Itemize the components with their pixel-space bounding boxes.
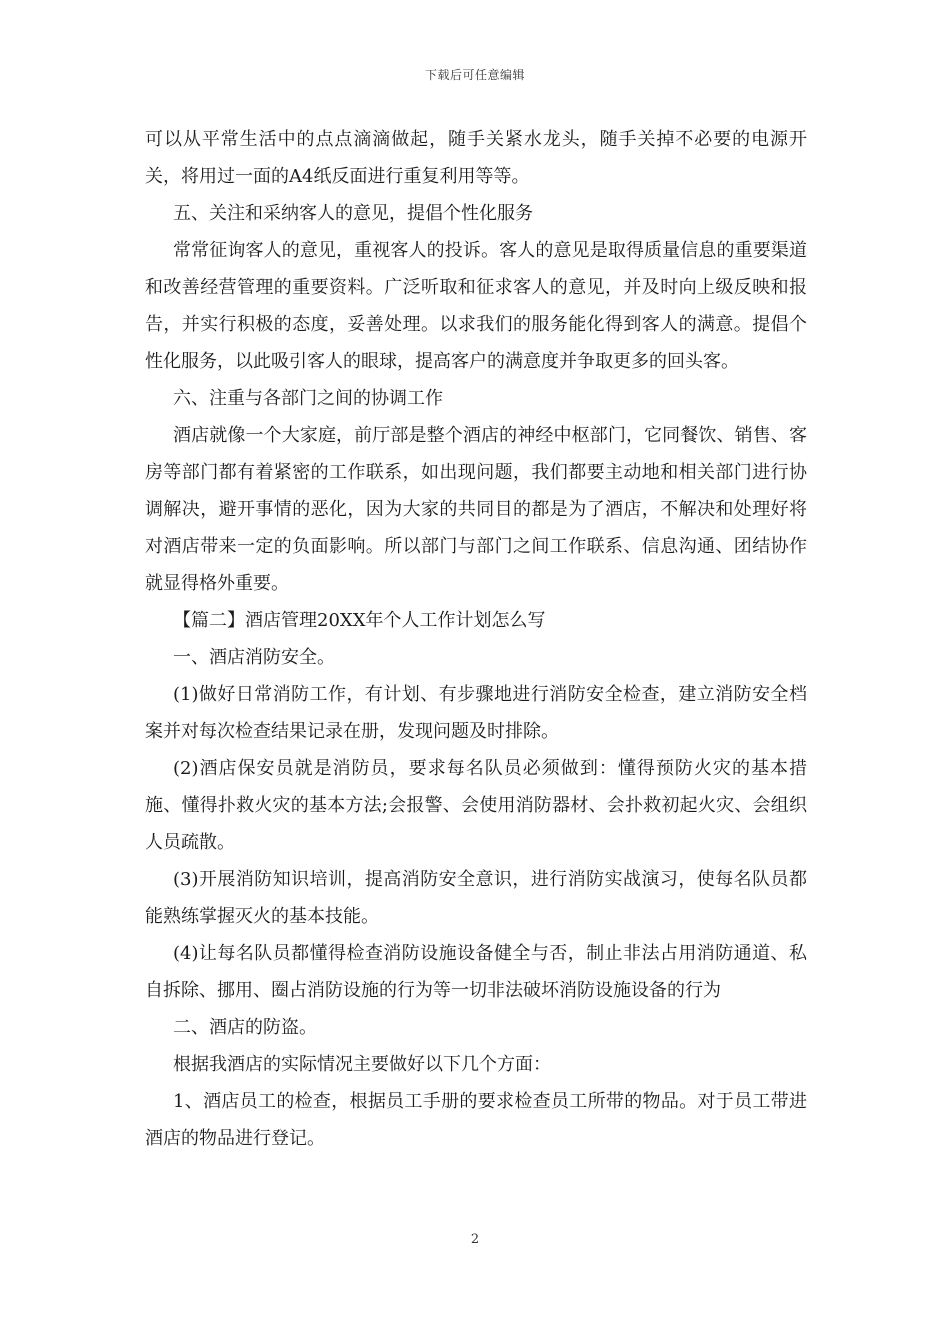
paragraph-2: 常常征询客人的意见，重视客人的投诉。客人的意见是取得质量信息的重要渠道和改善经营管理的重要资料。广泛听取和征求客人的意见，并及时向上级反映和报告，并实行积极的态度，妥善处理。以求我们的服务能化得到客人的满意。提倡个性化服务，以此吸引客人的眼球，提高客户的满意度并争取更多的回头客。 <box>145 240 807 372</box>
section-heading-6: 六、注重与各部门之间的协调工作 <box>173 388 443 409</box>
page-header: 下载后可任意编辑 <box>424 68 525 82</box>
list-item-4: (4)让每名队员都懂得检查消防设施设备健全与否，制止非法占用消防通道、私自拆除、挪用、圈占消防设施的行为等一切非法破坏消防设施设备的行为 <box>145 943 807 1001</box>
section-heading-theft: 二、酒店的防盗。 <box>173 1017 317 1038</box>
paragraph-4: 根据我酒店的实际情况主要做好以下几个方面： <box>173 1054 551 1075</box>
paragraph-3: 酒店就像一个大家庭，前厅部是整个酒店的神经中枢部门，它同餐饮、销售、客房等部门都有着紧密的工作联系，如出现问题，我们都要主动地和相关部门进行协调解决，避开事情的恶化，因为大家的共同目的都是为了酒店，不解决和处理好将对酒店带来一定的负面影响。所以部门与部门之间工作联系、信息沟通、团结协作就显得格外重要。 <box>145 425 807 594</box>
section-heading-fire-safety: 一、酒店消防安全。 <box>173 647 335 668</box>
list-item-3: (3)开展消防知识培训，提高消防安全意识，进行消防实战演习，使每名队员都能熟练掌握灭火的基本技能。 <box>145 869 807 927</box>
paragraph-1: 可以从平常生活中的点点滴滴做起，随手关紧水龙头，随手关掉不必要的电源开关，将用过一面的A4纸反面进行重复利用等等。 <box>145 129 807 187</box>
article-title-2: 【篇二】酒店管理20XX年个人工作计划怎么写 <box>173 610 546 631</box>
document-body <box>145 121 807 1157</box>
page-number: 2 <box>470 1232 480 1247</box>
list-item-5: 1、酒店员工的检查，根据员工手册的要求检查员工所带的物品。对于员工带进酒店的物品进行登记。 <box>145 1091 807 1149</box>
list-item-1: (1)做好日常消防工作，有计划、有步骤地进行消防安全检查，建立消防安全档案并对每次检查结果记录在册，发现问题及时排除。 <box>145 684 807 742</box>
list-item-2: (2)酒店保安员就是消防员，要求每名队员必须做到：懂得预防火灾的基本措施、懂得扑救火灾的基本方法;会报警、会使用消防器材、会扑救初起火灾、会组织人员疏散。 <box>145 758 807 853</box>
section-heading-5: 五、关注和采纳客人的意见，提倡个性化服务 <box>173 203 533 224</box>
